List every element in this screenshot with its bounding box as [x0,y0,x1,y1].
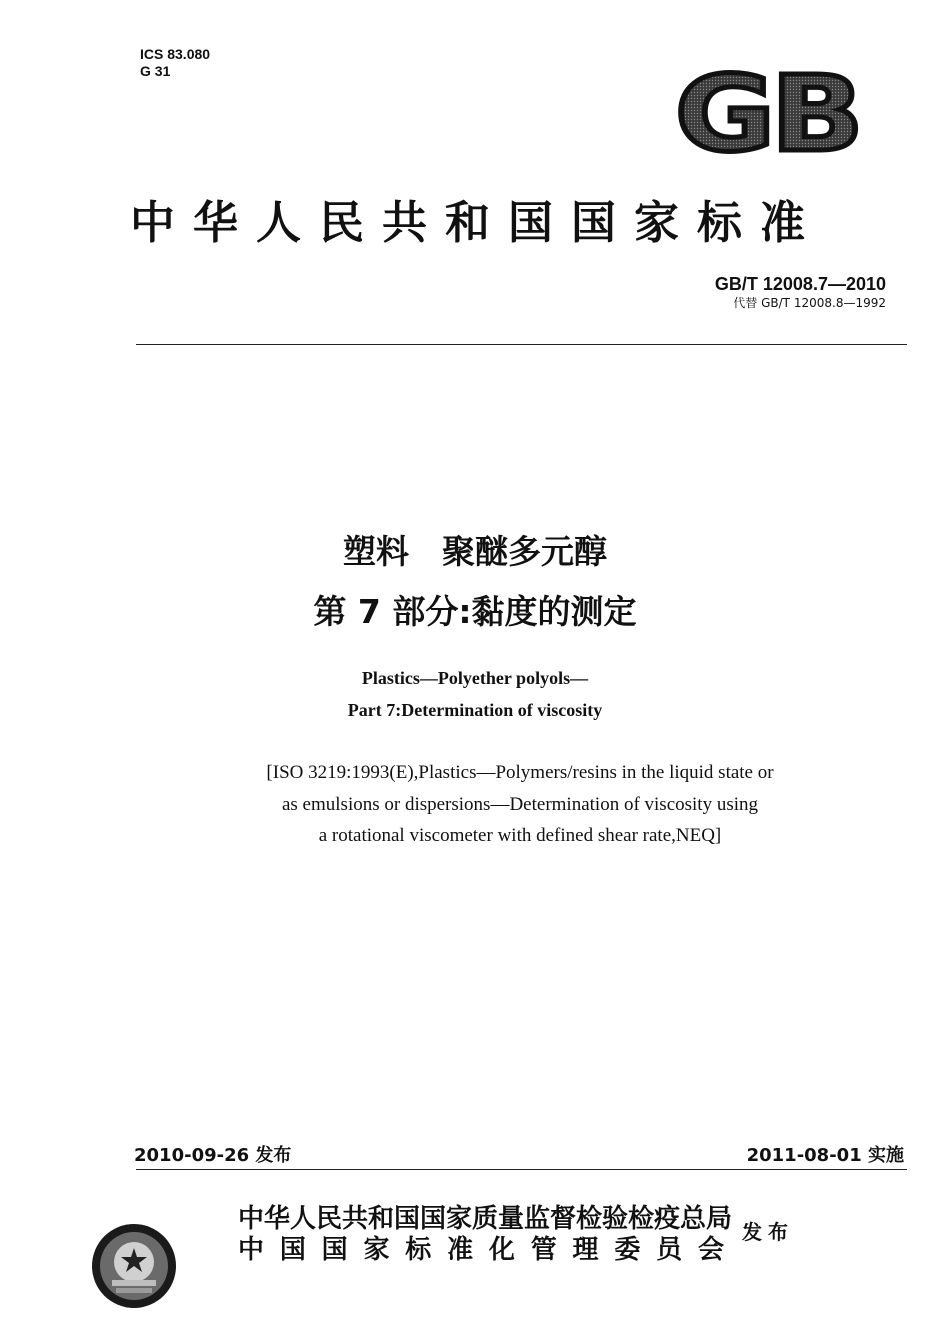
ccs-code: G 31 [140,63,171,79]
issue-date: 2010-09-26 发布 [134,1145,292,1166]
issuer-line1: 中华人民共和国国家质量监督检验检疫总局 [238,1204,733,1234]
issuer-line2: 中国国家标准化管理委员会 [238,1235,724,1265]
standard-type-title: 中华人民共和国国家标准 [130,196,824,249]
equivalence-line3: a rotational viscometer with defined shear rate,NEQ] [318,825,722,846]
ics-code: ICS 83.080 [140,46,211,62]
gb-logo [672,64,862,158]
standard-number: GB/T 12008.7—2010 [714,274,886,294]
gb-logo-text: GB [675,64,859,158]
publish-label: 发布 [742,1220,794,1244]
equivalence-line1: [ISO 3219:1993(E),Plastics—Polymers/resins in the liquid state or [266,762,774,783]
classification-codes [140,46,210,80]
replaces-standard: 代替 GB/T 12008.8—1992 [733,296,886,310]
title-zh-line2: 第 7 部分:黏度的测定 [313,592,637,631]
implementation-date: 2011-08-01 实施 [746,1145,904,1166]
title-en-line2: Part 7:Determination of viscosity [347,700,603,720]
equivalence-line2: as emulsions or dispersions—Determination of viscosity using [281,794,758,815]
footer-divider [136,1169,907,1170]
emblem-icon [90,1222,178,1310]
title-en-line1: Plastics—Polyether polyols— [361,668,589,688]
header-divider [136,344,907,345]
title-zh-line1: 塑料 聚醚多元醇 [343,532,607,571]
